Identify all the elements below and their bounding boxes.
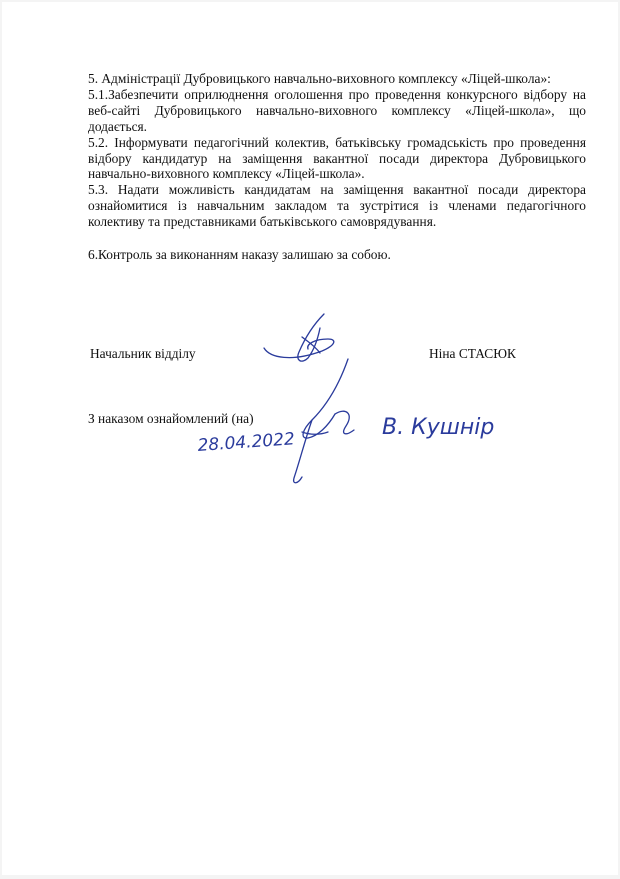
paragraph-5: 5. Адміністрації Дубровицького навчально-виховного комплексу «Ліцей-школа»: — [88, 71, 551, 86]
acknowledgement-label: З наказом ознайомлений (на) — [88, 411, 254, 426]
handwriting-layer — [2, 2, 618, 875]
acknowledger-signature-scribble — [294, 359, 354, 483]
paragraph-6-control: 6.Контроль за виконанням наказу залишаю за собою. — [88, 247, 391, 263]
handwritten-date: 28.04.2022 — [196, 429, 296, 456]
handwritten-acknowledger-name: В. Кушнір — [382, 415, 495, 440]
position-title: Начальник відділу — [90, 346, 196, 361]
document-page — [2, 2, 618, 875]
paragraph-5-3: 5.3. Надати можливість кандидатам на заміщення вакантної посади директора ознайомитися із навчальним закладом та зустрітися із членами педагогічного колективу та представниками батьківського самоврядування. — [88, 182, 586, 230]
head-signature-scribble — [264, 314, 334, 361]
signatory-name: Ніна СТАСЮК — [429, 346, 516, 361]
paragraph-5-2: 5.2. Інформувати педагогічний колектив, батьківську громадськість про проведення відбору кандидатур на заміщення вакантної посади директора Дубровицького навчально-виховного комплексу «Ліцей-школа». — [88, 134, 586, 182]
paragraph-5-1: 5.1.Забезпечити оприлюднення оголошення про проведення конкурсного відбору на веб-сайті Дубровицького навчально-виховного комплексу «Ліцей-школа», що додається. — [88, 86, 586, 134]
